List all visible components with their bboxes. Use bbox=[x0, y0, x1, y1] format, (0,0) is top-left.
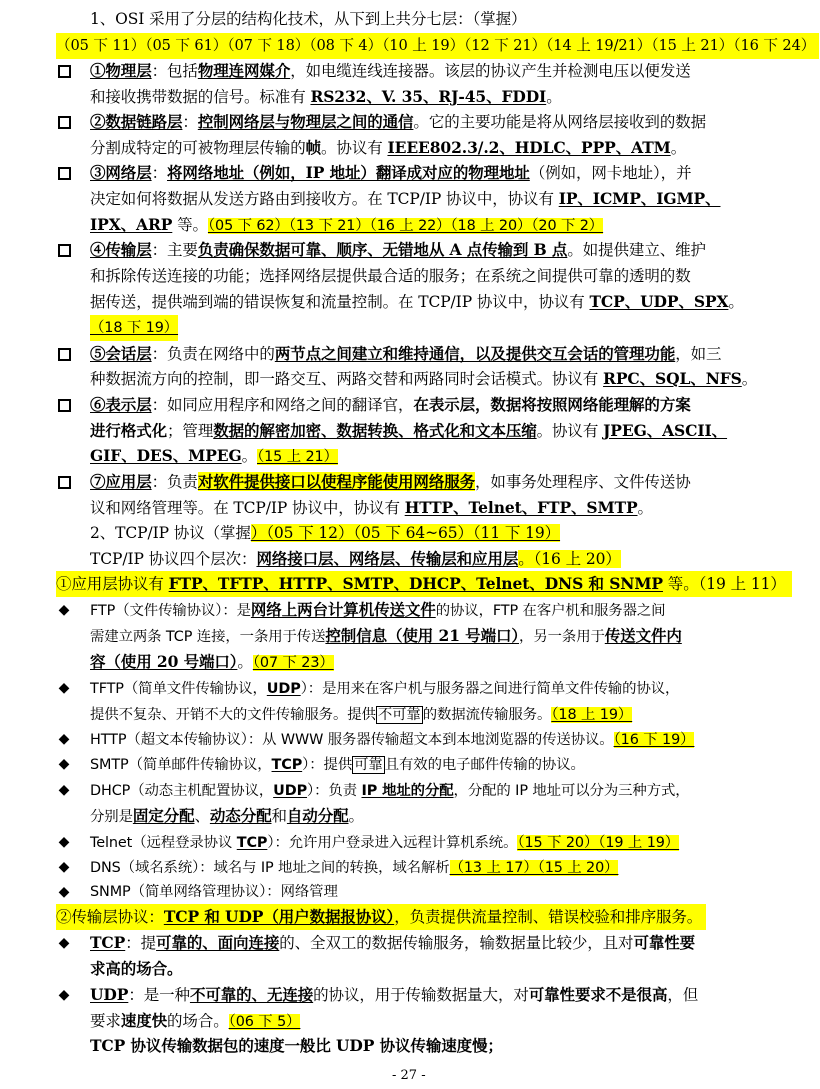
exam-refs: （13 上 17）（15 上 20） bbox=[449, 860, 619, 876]
layer-transport-line2: 和拆除传送连接的功能；选择网络层提供最合适的服务；在系统之间提供可靠的透明的数 bbox=[90, 267, 691, 285]
list-item-dhcp-line2: 分别是固定分配、动态分配和自动分配。 bbox=[90, 806, 364, 825]
layer-application: ⑦应用层：负责对软件提供接口以使程序能使用网络服务，如事务处理程序、文件传送协 bbox=[0, 469, 820, 495]
layer-data-link-line2: 分割成特定的可被物理层传输的帧。协议有 IEEE802.3/.2、HDLC、PPP、ATM。 bbox=[90, 138, 687, 157]
diamond-bullet-icon: ◆ bbox=[58, 731, 70, 747]
transport-layer-protocols: ②传输层协议：TCP 和 UDP（用户数据报协议），负责提供流量控制、错误校验和排序服务。 bbox=[0, 904, 820, 930]
list-item-ftp: ◆ FTP（文件传输协议）：是网络上两台计算机传送文件的协议，FTP 在客户机和服务器之间 bbox=[0, 597, 820, 623]
layer-network-line2: 决定如何将数据从发送方路由到接收方。在 TCP/IP 协议中，协议有 IP、ICMP、IGMP、 bbox=[90, 189, 721, 208]
list-item-telnet: ◆ Telnet（远程登录协议 TCP）：允许用户登录进入远程计算机系统。（15 下 20）（19 上 19） bbox=[0, 829, 820, 855]
tcpip-four-layers: TCP/IP 协议四个层次：网络接口层、网络层、传输层和应用层。（16 上 20） bbox=[90, 549, 621, 568]
diamond-bullet-icon: ◆ bbox=[58, 987, 70, 1003]
diamond-bullet-icon: ◆ bbox=[58, 834, 70, 850]
list-item-snmp: ◆ SNMP（简单网络管理协议）：网络管理 bbox=[0, 879, 820, 905]
checkbox-bullet-icon bbox=[58, 244, 71, 257]
layer-session-line2: 种数据流方向的控制，即一路交互、两路交替和两路同时会话模式。协议有 RPC、SQL、NFS。 bbox=[90, 369, 758, 388]
layer-presentation-line3: GIF、DES、MPEG。（15 上 21） bbox=[90, 446, 338, 465]
layer-application-line2: 议和网络管理等。在 TCP/IP 协议中，协议有 HTTP、Telnet、FTP、SMTP。 bbox=[90, 498, 653, 517]
section-heading-osi: 1、OSI 采用了分层的结构化技术，从下到上共分七层：（掌握） bbox=[90, 10, 527, 28]
exam-refs: （18 下 19） bbox=[90, 315, 178, 341]
layer-presentation: ⑥表示层：如同应用程序和网络之间的翻译官，在表示层，数据将按照网络能理解的方案 bbox=[0, 392, 820, 418]
exam-refs: （06 下 5） bbox=[228, 1014, 301, 1030]
exam-refs: （07 下 23） bbox=[252, 655, 334, 671]
exam-refs: （16 下 19） bbox=[613, 732, 695, 748]
section-heading-tcpip: 2、TCP/IP 协议（掌握）（05 下 12）（05 下 64~65）（11 下 19） bbox=[90, 524, 561, 542]
diamond-bullet-icon: ◆ bbox=[58, 935, 70, 951]
checkbox-bullet-icon bbox=[58, 116, 71, 129]
checkbox-bullet-icon bbox=[58, 65, 71, 78]
exam-refs: （18 上 19） bbox=[551, 707, 633, 723]
tcp-udp-conclusion: TCP 协议传输数据包的速度一般比 UDP 协议传输速度慢； bbox=[90, 1036, 503, 1055]
checkbox-bullet-icon bbox=[58, 348, 71, 361]
list-item-tcp-line2: 求高的场合。 bbox=[90, 959, 183, 978]
layer-transport: ④传输层：主要负责确保数据可靠、顺序、无错地从 A 点传输到 B 点。如提供建立、维护 bbox=[0, 237, 820, 263]
list-item-tftp: ◆ TFTP（简单文件传输协议，UDP）：是用来在客户机与服务器之间进行简单文件传输的协议， bbox=[0, 675, 820, 701]
list-item-ftp-line3: 容（使用 20 号端口）。（07 下 23） bbox=[90, 652, 334, 671]
diamond-bullet-icon: ◆ bbox=[58, 602, 70, 618]
diamond-bullet-icon: ◆ bbox=[58, 859, 70, 875]
checkbox-bullet-icon bbox=[58, 399, 71, 412]
page-number: - 27 - bbox=[392, 1068, 426, 1083]
diamond-bullet-icon: ◆ bbox=[58, 680, 70, 696]
layer-presentation-line2: 进行格式化；管理数据的解密加密、数据转换、格式化和文本压缩。协议有 JPEG、ASCII、 bbox=[90, 421, 728, 440]
list-item-ftp-line2: 需建立两条 TCP 连接，一条用于传送控制信息（使用 21 号端口），另一条用于传送文件内 bbox=[90, 626, 682, 645]
exam-refs-osi: （05 下 11）（05 下 61）（07 下 18）（08 下 4）（10 上 19）（12 下 21）（14 上 19/21）（15 上 21）（16 下 24） bbox=[0, 33, 820, 59]
list-item-tftp-line2: 提供不复杂、开销不大的文件传输服务。提供 不可靠 的数据流传输服务。（18 上 19） bbox=[90, 707, 633, 723]
layer-physical: ①物理层：包括物理连网媒介，如电缆连线连接器。该层的协议产生并检测电压以便发送 bbox=[0, 58, 820, 84]
layer-transport-line3: 据传送，提供端到端的错误恢复和流量控制。在 TCP/IP 协议中，协议有 TCP、UDP、SPX。 bbox=[90, 292, 744, 311]
layer-transport-refs bbox=[0, 315, 820, 341]
diamond-bullet-icon: ◆ bbox=[58, 782, 70, 798]
exam-refs: （15 下 20）（19 上 19） bbox=[517, 835, 680, 851]
list-item-udp-line2: 要求速度快的场合。（06 下 5） bbox=[90, 1011, 301, 1030]
list-item-dhcp: ◆ DHCP（动态主机配置协议，UDP）：负责 IP 地址的分配，分配的 IP 地址可以分为三种方式， bbox=[0, 777, 820, 803]
exam-refs: （05 下 62）（13 下 21）（16 上 22）（18 上 20）（20 下 2） bbox=[207, 218, 604, 234]
layer-network: ③网络层：将网络地址（例如，IP 地址）翻译成对应的物理地址（例如，网卡地址），并 bbox=[0, 160, 820, 186]
list-item-dns: ◆ DNS（域名系统）：域名与 IP 地址之间的转换，域名解析（13 上 17）（15 上 20） bbox=[0, 854, 820, 880]
checkbox-bullet-icon bbox=[58, 167, 71, 180]
exam-refs: （15 上 21） bbox=[257, 449, 338, 465]
layer-session: ⑤会话层：负责在网络中的两节点之间建立和维持通信，以及提供交互会话的管理功能，如三 bbox=[0, 341, 820, 367]
app-layer-protocols: ①应用层协议有 FTP、TFTP、HTTP、SMTP、DHCP、Telnet、DNS 和 SNMP 等。（19 上 11） bbox=[0, 571, 820, 597]
list-item-http: ◆ HTTP（超文本传输协议）：从 WWW 服务器传输超文本到本地浏览器的传送协议。（16 下 19） bbox=[0, 726, 820, 752]
layer-physical-line2: 和接收携带数据的信号。标准有 RS232、V. 35、RJ-45、FDDI。 bbox=[90, 87, 562, 106]
layer-data-link: ②数据链路层：控制网络层与物理层之间的通信。它的主要功能是将从网络层接收到的数据 bbox=[0, 109, 820, 135]
diamond-bullet-icon: ◆ bbox=[58, 884, 70, 900]
diamond-bullet-icon: ◆ bbox=[58, 756, 70, 772]
list-item-smtp: ◆ SMTP（简单邮件传输协议，TCP）：提供 可靠 且有效的电子邮件传输的协议。 bbox=[0, 751, 820, 777]
list-item-udp: ◆ UDP：是一种不可靠的、无连接的协议，用于传输数据量大，对可靠性要求不是很高，但 bbox=[0, 982, 820, 1008]
page-footer bbox=[0, 1066, 820, 1086]
checkbox-bullet-icon bbox=[58, 476, 71, 489]
list-item-tcp: ◆ TCP：提可靠的、面向连接的、全双工的数据传输服务，输数据量比较少，且对可靠性要 bbox=[0, 930, 820, 956]
layer-network-line3: IPX、ARP 等。（05 下 62）（13 下 21）（16 上 22）（18 上 20）（20 下 2） bbox=[90, 215, 604, 234]
